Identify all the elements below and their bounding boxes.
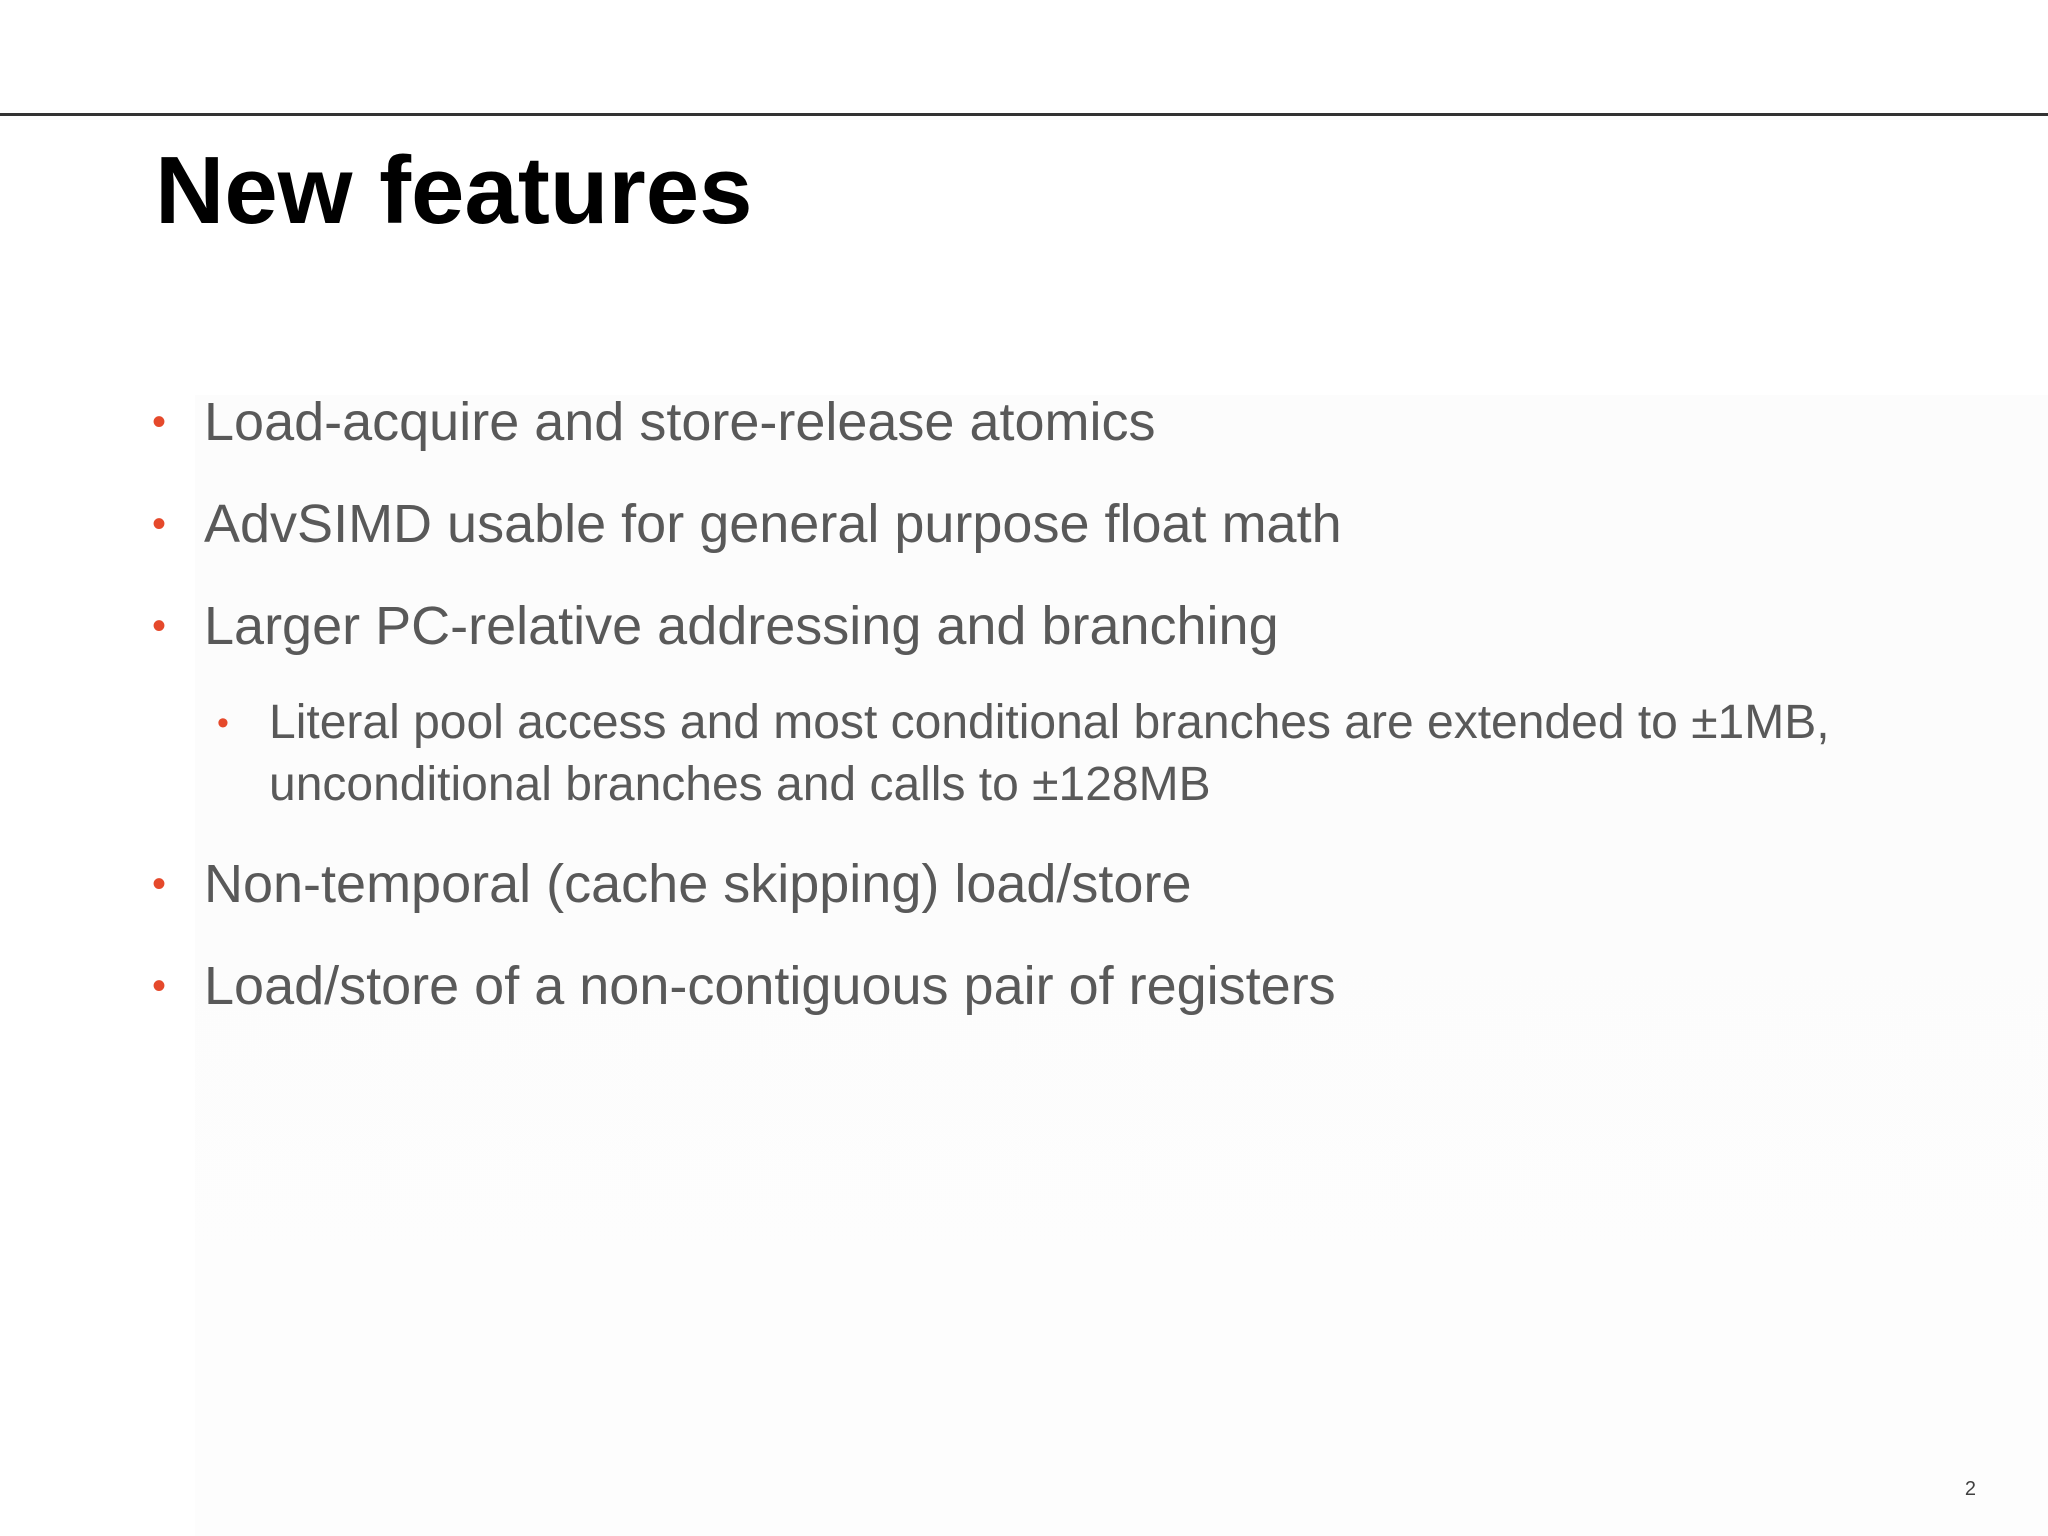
bullet-text: Non-temporal (cache skipping) load/store: [204, 854, 1192, 914]
bullet-marker: •: [217, 704, 229, 742]
bullet-text: Load/store of a non-contiguous pair of registers: [204, 956, 1336, 1016]
bullet-text: AdvSIMD usable for general purpose float math: [204, 494, 1342, 554]
bullet-marker: •: [152, 862, 167, 906]
sub-bullet-item: [217, 692, 1909, 816]
bullet-text: Larger PC-relative addressing and branching: [204, 596, 1279, 656]
bullet-text: Load-acquire and store-release atomics: [204, 392, 1156, 452]
bullet-item: [152, 490, 1342, 558]
bullet-item: [152, 592, 1279, 660]
slide-title: New features: [155, 137, 753, 244]
bullet-item: [152, 388, 1156, 456]
bullet-item: [152, 850, 1191, 918]
page-number: 2: [1964, 1478, 1976, 1500]
bullet-marker: •: [152, 400, 167, 444]
bullet-marker: •: [152, 964, 167, 1008]
bullet-marker: •: [152, 502, 167, 546]
bullet-item: [152, 952, 1336, 1020]
sub-bullet-text: Literal pool access and most conditional branches are extended to ±1MB, unconditional branches and calls to ±128MB: [269, 696, 1830, 811]
bullet-marker: •: [152, 604, 167, 648]
